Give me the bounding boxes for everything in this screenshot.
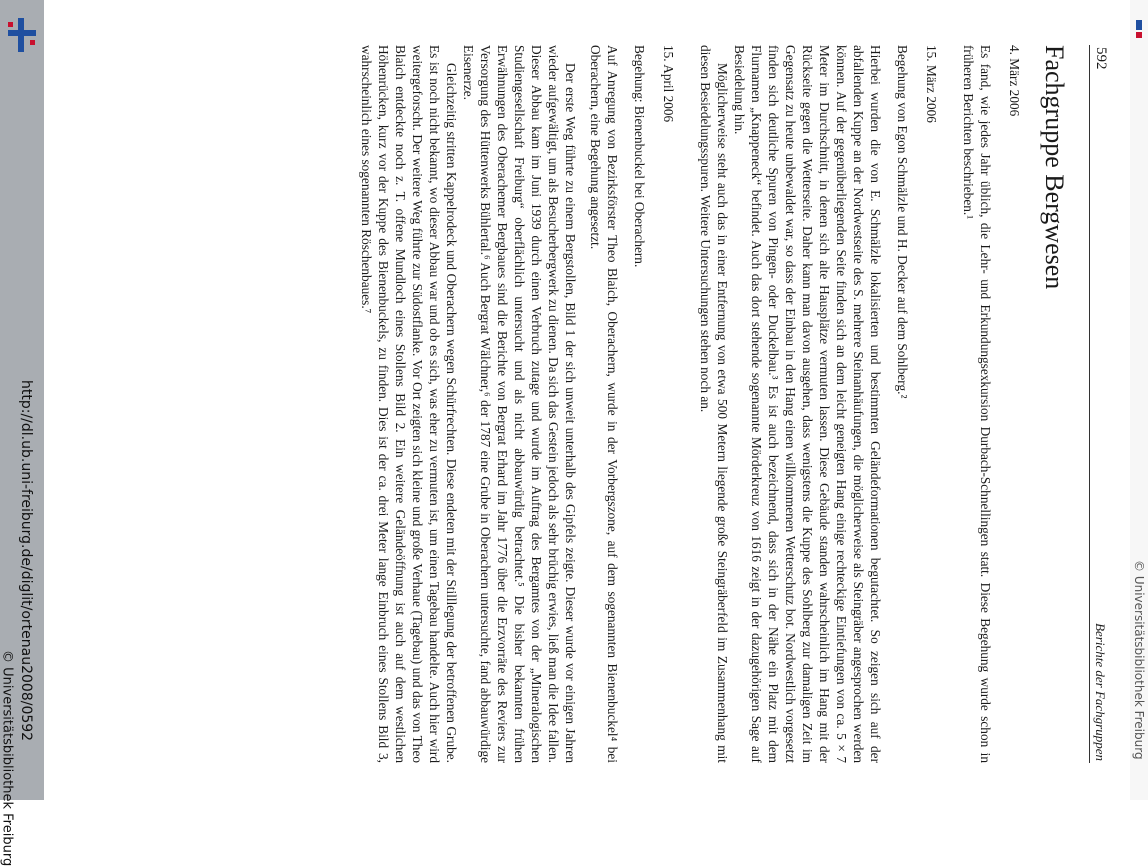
section-date: 4. März 2006: [1007, 45, 1022, 117]
running-title: Berichte der Fachgruppen: [1093, 623, 1108, 761]
right-edge-logo-icon: [1134, 20, 1144, 42]
paragraph: Auf Anregung von Bezirksförster Theo Blaich, Oberachern, wurde in der Vorbergszone, auf dem sogenannten Bienenbuckel⁴ bei Oberachern, eine Begehung angesetzt.: [588, 45, 620, 763]
paragraph: Gleichzeitig stritten Kappelrodeck und Oberachern wegen Schürfrechten. Diese endeten mit der Stilllegung der betroffenen Grube. Es ist noch nicht bekannt, wo dieser Abbau war und ob es sich, was eher zu vermuten ist, um einen Tagebau handelte. Auch hier wird weitergeforscht. Der weitere Weg führte zur Südostflanke. Vor Ort zeigten sich kleine und große Verhaue (Tagebau) und das von Theo Blaich entdeckte noch z. T. offene Mundloch eines Stollens Bild 2. Ein weitere Geländeöffnung ist auch auf dem westlichen Höhenrücken, kurz vor der Kuppe des Bienenbuckels, zu finden. Dies ist der ca. drei Meter lange Einbruch eines Stollens Bild 3, wahrscheinlich eines sogenannten Röschenbaues.⁷: [359, 45, 459, 763]
section-subtitle: Begehung von Egon Schmälzle und H. Decker auf dem Sohlberg.²: [895, 45, 910, 399]
library-logo-icon: [4, 18, 40, 52]
right-edge-copyright: © Universitätsbibliothek Freiburg: [1132, 560, 1146, 760]
section-subtitle: Begehung: Bienenbuckel bei Oberachern.: [632, 45, 647, 268]
page-number: 592: [1093, 47, 1109, 70]
source-url[interactable]: http://dl.ub.uni-freiburg.de/diglit/ortenau2008/0592: [18, 380, 34, 742]
running-header: [1089, 45, 1118, 763]
scanned-page: [62, 31, 1118, 777]
paragraph: Der erste Weg führte zu einem Bergstollen, Bild 1 der sich unweit unterhalb des Gipfels zeigte. Dieser wurde vor einigen Jahren wieder aufgewältigt, um als Besucherbergwerk zu dienen. Da sich das Gestein jedoch als sehr brüchig erwies, ließ man die Idee fallen. Dieser Abbau kam im Juni 1939 durch einen Verbruch zutage und wurde im Auftrag des Bergamtes von der „Mineralogischen Studiengesellschaft Freiburg“ oberflächlich untersucht und als nicht abbauwürdig betrachtet.⁵ Die bisher bekannten frühen Erwähnungen des Oberachemer Bergbaues sind die Berichte von Bergrat Erhard im Jahr 1776 über die Erzvorräte des Reviers zur Versorgung des Hüttenwerks Bühlertal.⁶ Auch Bergrat Wälchner,⁶ der 1787 eine Grube in Oberachern untersuchte, fand abbauwürdige Eisenerze.: [461, 45, 578, 763]
section-date: 15. März 2006: [924, 45, 939, 123]
paragraph: Möglicherweise steht auch das in einer Entfernung von etwa 500 Metern liegende große Steingräberfeld im Zusammenhang mit diesen Besiedelungsspuren. Weitere Untersuchungen stehen noch an.: [698, 45, 730, 763]
right-edge-text-wrap: [1132, 560, 1146, 800]
page-heading: Fachgruppe Bergwesen: [1040, 45, 1069, 290]
copyright-notice: © Universitätsbibliothek Freiburg: [0, 650, 15, 866]
paragraph: Es fand, wie jedes Jahr üblich, die Lehr- und Erkundungsexkursion Durbach-Schnellingen statt. Diese Begehung wurde schon in früheren Berichten beschrieben.¹: [961, 45, 993, 763]
copyright-wrap: [0, 650, 15, 866]
document-viewport: [55, 14, 1125, 794]
section-date: 15. April 2006: [661, 45, 676, 123]
paragraph: Hierbei wurden die von E. Schmälzle lokalisierten und bestimmten Geländeformationen begutachtet. So zeigen sich auf der abfallenden Kuppe an der Nordwestseite des S. mehrere Steinanhäufungen, die möglicherweise als Steingräber angesprochen werden können. Auf der gegenüberliegenden Seite finden sich an dem leicht geneigten Hang einige rechteckige Eintiefungen von ca. 5 × 7 Meter im Durchschnitt, in denen sich alte Hausplätze vermuten lassen. Diese Gebäude standen wahrscheinlich im Hang mit der Rückseite gegen die Wetterseite. Daher kann man davon ausgehen, dass wenigstens die Kuppe des Sohlberg zur damaligen Zeit im Gegensatz zu heute unbewaldet war, so dass der Einbau in den Hang einen willkommenen Wetterschutz bot. Nordwestlich vorgesetzt finden sich deutliche Spuren von Pingen- oder Duckelbau.³ Es ist auch bezeichnend, dass sich in der Nähe ein Platz mit dem Flurnamen „Knappeneck“ befindet. Auch das dort stehende sogenannte Mörderkreuz von 1616 zeigt in der dazugehörigen Sage auf Besiedelung hin.: [732, 45, 883, 763]
source-url-wrap: [14, 380, 38, 800]
